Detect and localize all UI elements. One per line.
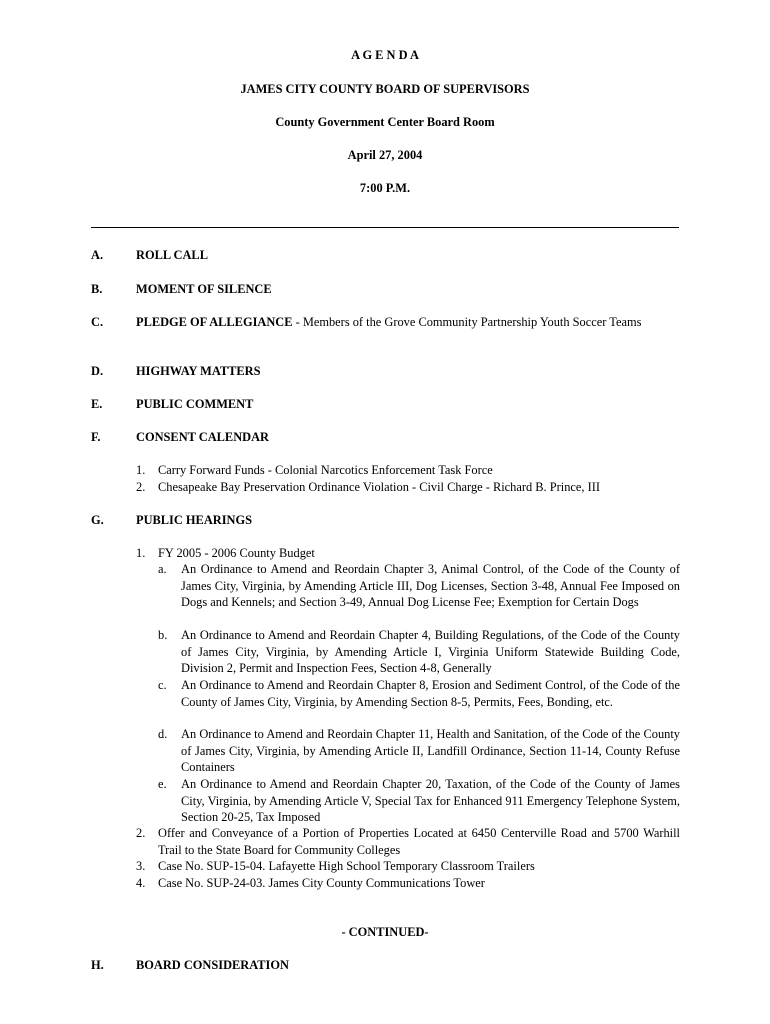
header-divider — [91, 227, 679, 228]
section-f-title: CONSENT CALENDAR — [136, 430, 269, 444]
section-b-letter: B. — [91, 282, 103, 296]
section-c-title: PLEDGE OF ALLEGIANCE - Members of the Grove Community Partnership Youth Soccer Teams — [136, 315, 642, 329]
meeting-time: 7:00 P.M. — [359, 181, 411, 195]
section-e-letter: E. — [91, 397, 103, 411]
section-h-letter: H. — [91, 958, 104, 972]
section-f-letter: F. — [91, 430, 101, 444]
section-c-letter: C. — [91, 315, 104, 329]
section-d-title: HIGHWAY MATTERS — [136, 364, 261, 378]
section-g-title: PUBLIC HEARINGS — [136, 513, 253, 527]
section-a-title: ROLL CALL — [136, 248, 208, 262]
section-g-letter: G. — [91, 513, 104, 527]
agenda-heading: A G E N D A — [351, 48, 419, 62]
section-b-title: MOMENT OF SILENCE — [136, 282, 272, 296]
section-d-letter: D. — [91, 364, 104, 378]
section-a-letter: A. — [91, 248, 104, 262]
section-h-title: BOARD CONSIDERATION — [136, 958, 289, 972]
section-e-title: PUBLIC COMMENT — [136, 397, 254, 411]
board-name: JAMES CITY COUNTY BOARD OF SUPERVISORS — [240, 82, 530, 96]
meeting-location: County Government Center Board Room — [275, 115, 495, 129]
section-c-description: - Members of the Grove Community Partnership Youth Soccer Teams — [292, 315, 642, 329]
meeting-date: April 27, 2004 — [347, 148, 423, 162]
continued-marker: - CONTINUED- — [341, 925, 429, 939]
